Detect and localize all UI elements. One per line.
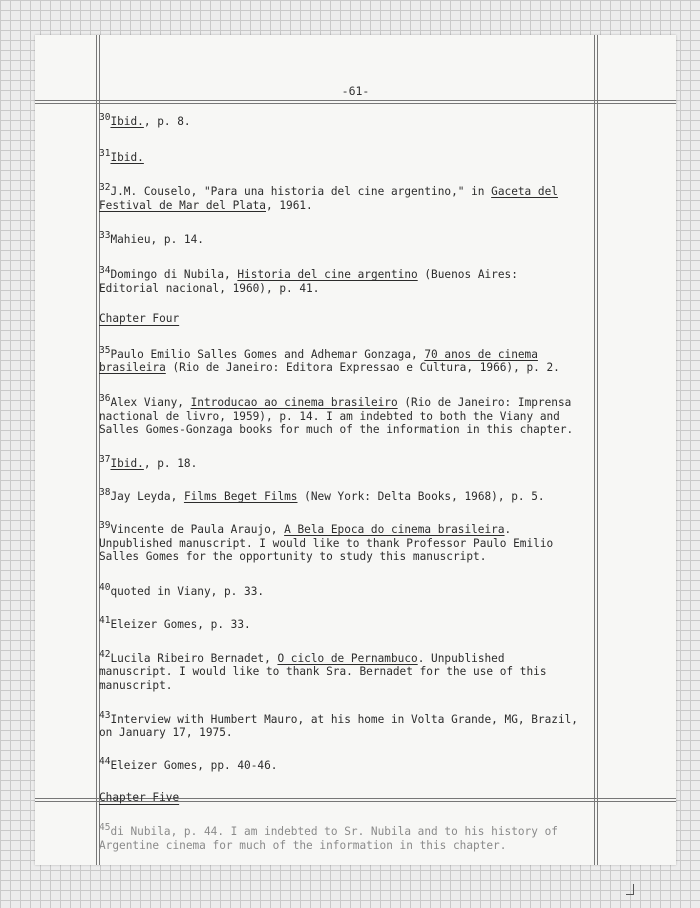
footnote: [99, 615, 583, 632]
cited-title: Ibid.: [110, 115, 144, 128]
footnote: [99, 392, 583, 437]
footnote-text: Alex Viany,: [110, 395, 191, 409]
footnote: [99, 755, 583, 773]
corner-mark: [626, 884, 634, 895]
footnote-number: 43: [99, 709, 111, 721]
footnote: [99, 264, 583, 295]
footnote-text: (Rio de Janeiro: Editora Expressao e Cultura, 1966), p. 2.: [165, 361, 560, 375]
footnote: [99, 709, 583, 740]
cited-title: Historia del cine argentino: [237, 267, 418, 281]
footnote: [99, 822, 583, 852]
footnote-number: 45: [99, 822, 111, 834]
cited-title: Ibid.: [110, 150, 144, 164]
footnote-text: Domingo di Nubila,: [110, 267, 238, 281]
right-margin-rule: [594, 35, 595, 865]
footnote-number: 31: [99, 147, 111, 159]
footnote-number: 39: [99, 519, 111, 531]
footnote-text: . Unpublished manuscript. I would like to thank Professor Paulo Emilio Salles Gomes for the opportunity to study this manuscript.: [99, 522, 554, 564]
footnote-text: Jay Leyda,: [110, 490, 184, 504]
footnote-text: Interview with Humbert Mauro, at his home in Volta Grande, MG, Brazil, on January 17, 1975.: [99, 712, 578, 740]
chapter-heading-text: Chapter Four: [99, 312, 180, 326]
footnote-number: 30: [99, 112, 111, 123]
footnote: [99, 182, 583, 212]
footnote-number: 42: [99, 648, 111, 660]
chapter-heading: [99, 312, 583, 326]
footnote: [99, 519, 583, 564]
document-page: [35, 35, 676, 865]
cited-title: A Bela Epoca do cinema brasileira: [284, 522, 505, 536]
footnote: [99, 581, 583, 599]
footnote-text: (New York: Delta Books, 1968), p. 5.: [297, 490, 545, 504]
footnote-text: Eleizer Gomes, p. 33.: [110, 618, 251, 632]
footnote-number: 33: [99, 230, 111, 242]
cited-title: Gaceta del Festival de Mar del Plata: [99, 185, 558, 212]
footnote-number: 35: [99, 344, 111, 356]
footnote-number: 41: [99, 615, 111, 627]
footnote-text: . Unpublished manuscript. I would like to thank Sra. Bernadet for the use of this manuscript.: [99, 651, 547, 693]
footnote-text: Mahieu, p. 14.: [110, 233, 204, 247]
footnote-text: Vincente de Paula Araujo,: [110, 522, 285, 536]
footnote-number: 44: [99, 755, 111, 767]
footnote-text: di Nubila, p. 44. I am indebted to Sr. Nubila and to his history of Argentine cinema for much of the information in this chapter.: [99, 825, 558, 852]
footnote-number: 37: [99, 453, 111, 465]
cited-title: Films Beget Films: [183, 490, 298, 504]
footnote: [99, 147, 583, 165]
top-margin-rule-inner: [35, 103, 676, 104]
chapter-heading-text: Chapter Five: [99, 791, 180, 805]
footnote-text: , p. 18.: [143, 456, 198, 470]
left-margin-rule: [96, 35, 97, 865]
footnote-text: Lucila Ribeiro Bernadet,: [110, 651, 278, 665]
footnote: [99, 344, 583, 375]
footnote: [99, 453, 583, 471]
footnote-text: , p. 8.: [143, 115, 191, 128]
footnote: [99, 648, 583, 693]
cited-title: O ciclo de Pernambuco: [277, 651, 418, 665]
footnote-text: Eleizer Gomes, pp. 40-46.: [110, 758, 278, 772]
footnote-text: quoted in Viany, p. 33.: [110, 584, 265, 598]
cited-title: Introducao ao cinema brasileiro: [190, 395, 398, 409]
cited-title: 70 anos de cinema brasileira: [99, 347, 538, 375]
footnote: [99, 112, 583, 129]
footnote-text: Paulo Emilio Salles Gomes and Adhemar Gonzaga,: [110, 347, 425, 361]
footnotes-list: [99, 112, 583, 852]
footnote-number: 38: [99, 487, 111, 499]
footnote: [99, 230, 583, 247]
chapter-heading: [99, 791, 583, 805]
footnote-number: 34: [99, 264, 111, 276]
page-number: -61-: [341, 84, 370, 98]
footnote-number: 32: [99, 182, 111, 194]
footnote: [99, 487, 583, 504]
footnote-number: 40: [99, 581, 111, 593]
footnote-text: , 1961.: [265, 198, 313, 212]
right-margin-rule-inner: [597, 35, 598, 865]
footnote-text: (Buenos Aires: Editorial nacional, 1960), p. 41.: [99, 267, 518, 295]
top-margin-rule: [35, 100, 676, 101]
footnote-text: J.M. Couselo, "Para una historia del cine argentino," in: [110, 185, 492, 199]
footnote-number: 36: [99, 392, 111, 404]
cited-title: Ibid.: [110, 456, 144, 470]
footnote-text: (Rio de Janeiro: Imprensa nactional de livro, 1959), p. 14. I am indebted to both the Viany and Salles Gomes-Gonzaga books for much of the information in this chapter.: [99, 395, 574, 437]
